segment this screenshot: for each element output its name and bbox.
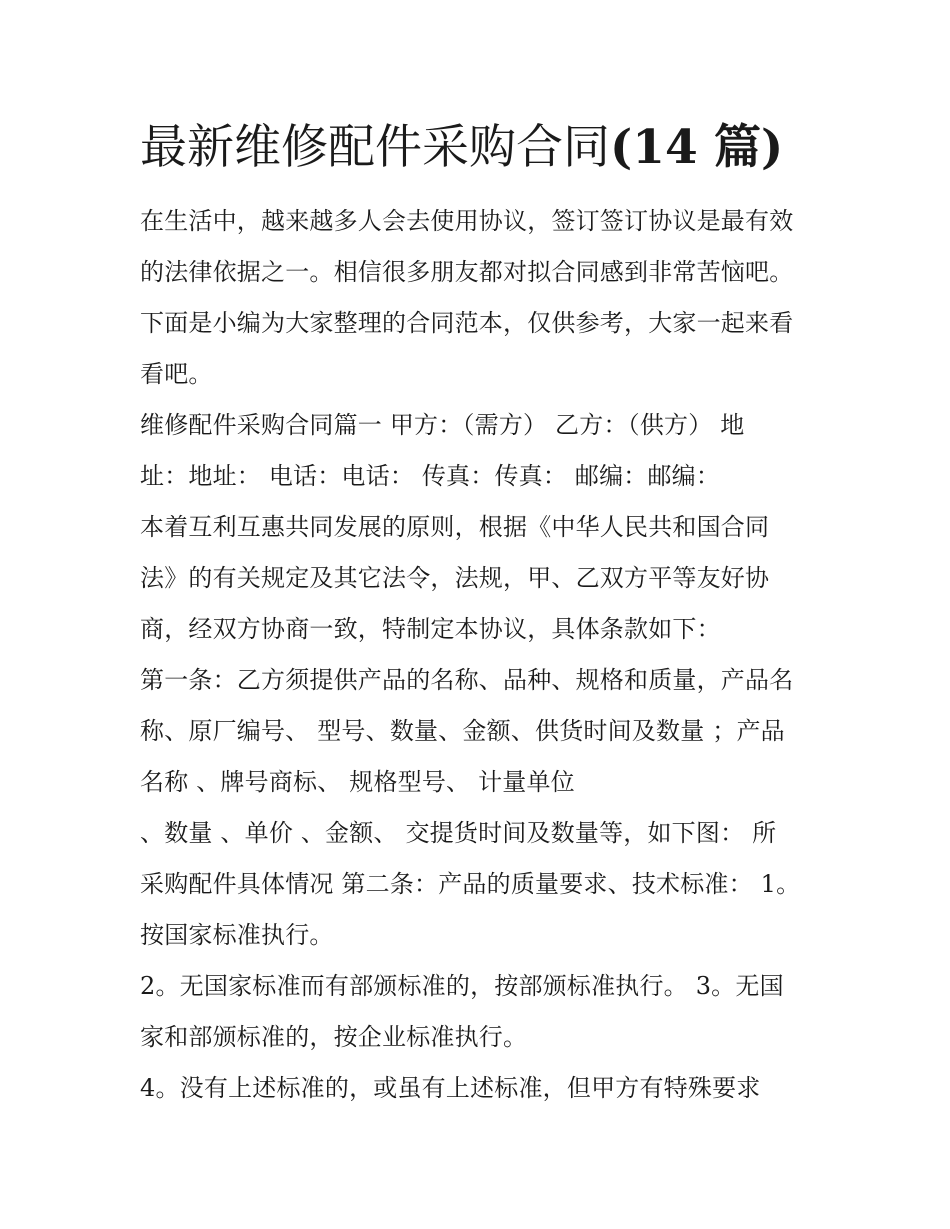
document-title-main: 最新维修配件采购合同 [140, 120, 610, 175]
body-line: 址：地址： 电话：电话： 传真：传真： 邮编：邮编： [140, 462, 721, 490]
body-line: 名称 、牌号商标、 规格型号、 计量单位 [140, 768, 575, 796]
document-body [140, 196, 830, 1114]
body-line: 、数量 、单价 、金额、 交提货时间及数量等，如下图： 所 [140, 819, 777, 847]
body-line: 称、原厂编号、 型号、数量、金额、供货时间及数量 ；产品 [140, 717, 785, 745]
body-line: 看吧。 [140, 360, 213, 388]
document-title [140, 118, 840, 178]
body-line: 按国家标准执行。 [140, 921, 334, 949]
body-line: 下面是小编为大家整理的合同范本，仅供参考，大家一起来看 [140, 309, 794, 337]
body-line: 4。没有上述标准的，或虽有上述标准，但甲方有特殊要求 [140, 1074, 761, 1102]
body-line: 的法律依据之一。相信很多朋友都对拟合同感到非常苦恼吧。 [140, 258, 794, 286]
body-line: 2。无国家标准而有部颁标准的，按部颁标准执行。 3。无国 [140, 972, 784, 1000]
body-line: 法》的有关规定及其它法令，法规，甲、乙双方平等友好协 [140, 564, 770, 592]
body-line: 采购配件具体情况 第二条：产品的质量要求、技术标准： 1。 [140, 870, 801, 898]
body-line: 维修配件采购合同篇一 甲方：（需方） 乙方：（供方） 地 [140, 411, 745, 439]
body-line: 第一条：乙方须提供产品的名称、品种、规格和质量，产品名 [140, 666, 794, 694]
body-line: 商，经双方协商一致，特制定本协议，具体条款如下： [140, 615, 721, 643]
body-line: 家和部颁标准的，按企业标准执行。 [140, 1023, 528, 1051]
document-title-count: (14 篇) [610, 120, 784, 175]
body-line: 本着互利互惠共同发展的原则，根据《中华人民共和国合同 [140, 513, 770, 541]
body-line: 在生活中，越来越多人会去使用协议，签订签订协议是最有效 [140, 207, 794, 235]
